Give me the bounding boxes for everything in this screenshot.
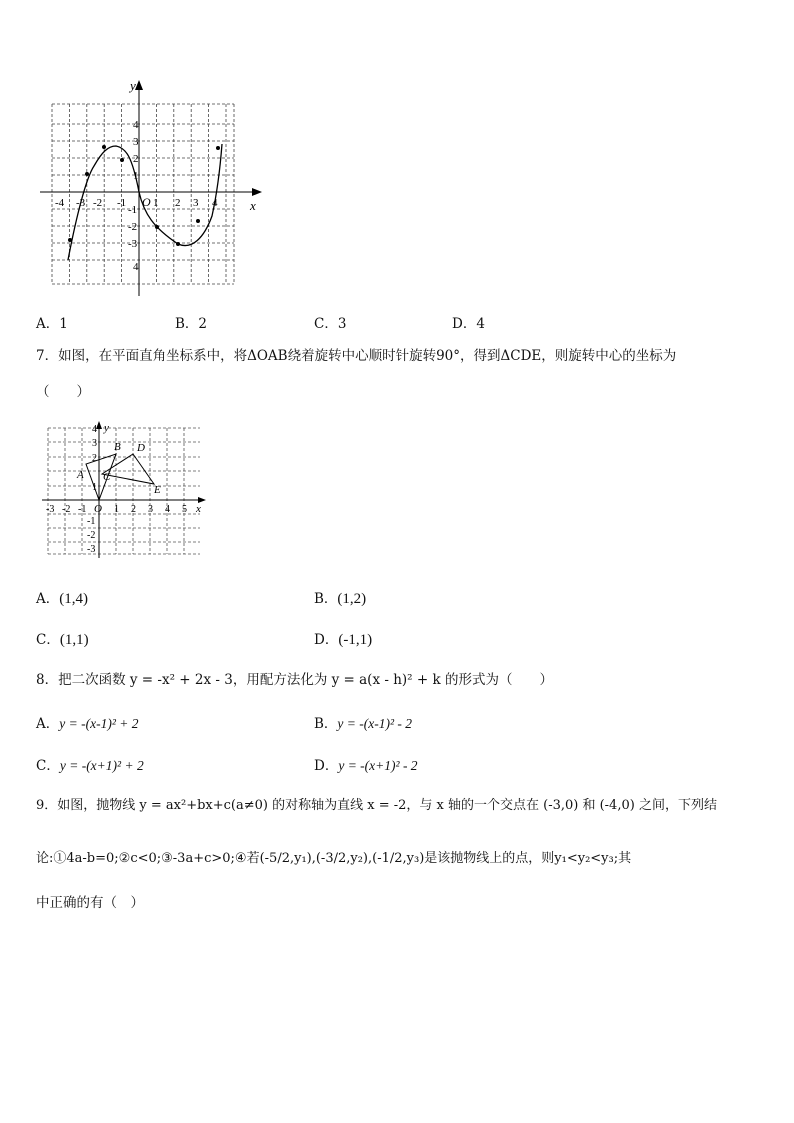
x-axis-arrow [252, 188, 262, 196]
y-tick: -1 [87, 516, 96, 527]
q7-rotation-graph [40, 420, 212, 560]
q8-question-text: 8．把二次函数 y = -x² + 2x - 3，用配方法化为 y = a(x - h)² + k 的形式为（ ） [36, 672, 553, 688]
q8-option-b[interactable] [314, 712, 412, 732]
x-tick: 2 [131, 504, 136, 515]
option-value: (1,2) [337, 591, 367, 607]
option-letter: B． [175, 316, 199, 332]
point-labels [76, 441, 161, 496]
y-axis-label: y [130, 78, 136, 93]
option-letter: B． [314, 591, 338, 607]
y-tick: 1 [133, 170, 139, 182]
q6-function-graph [36, 78, 266, 303]
option-letter: C． [314, 316, 338, 332]
option-value: (1,1) [59, 632, 89, 648]
q7-question-text: 7．如图，在平面直角坐标系中，将ΔOAB绕着旋转中心顺时针旋转90°，得到ΔCDE，则旋转中心的坐标为 [36, 348, 677, 364]
triangle-oab [86, 454, 116, 500]
point-label: C [103, 471, 111, 483]
q7-option-c[interactable] [36, 628, 89, 649]
option-value: 4 [476, 316, 485, 332]
option-value: y = -(x-1)² - 2 [337, 716, 413, 731]
q6-option-c[interactable] [314, 312, 346, 332]
point-label: B [114, 441, 121, 453]
y-tick: 4 [92, 424, 97, 435]
option-value: y = -(x+1)² + 2 [59, 758, 144, 773]
x-tick: -2 [93, 197, 103, 209]
y-tick: -3 [128, 238, 138, 250]
x-tick-labels [46, 504, 187, 515]
q6-option-d[interactable] [452, 312, 485, 332]
q7-option-a[interactable] [36, 587, 88, 608]
origin-label: O [142, 195, 151, 209]
axes [42, 424, 202, 558]
y-tick: -2 [87, 530, 96, 541]
axes [40, 84, 258, 296]
x-tick: 3 [148, 504, 153, 515]
point-label: D [137, 442, 145, 454]
y-tick: 3 [133, 136, 139, 148]
y-tick: 3 [92, 438, 97, 449]
x-tick: -3 [46, 504, 55, 515]
x-tick: 4 [165, 504, 170, 515]
option-letter: D． [314, 758, 339, 774]
y-tick: -2 [128, 221, 138, 233]
option-value: (-1,1) [338, 632, 373, 648]
y-axis-arrow [135, 80, 143, 90]
option-value: (1,4) [59, 591, 88, 607]
option-letter: A． [36, 316, 60, 332]
y-tick-labels [87, 424, 97, 555]
x-tick: 4 [212, 197, 218, 209]
q7-option-d[interactable] [314, 628, 372, 649]
origin-label: O [94, 503, 102, 515]
q7-option-b[interactable] [314, 587, 366, 608]
x-tick: -2 [62, 504, 71, 515]
option-letter: B． [314, 716, 338, 732]
option-letter: A． [36, 716, 60, 732]
x-axis-label: x [250, 198, 256, 213]
y-tick: 4 [133, 261, 139, 273]
grid [52, 104, 234, 284]
x-tick: -4 [55, 197, 65, 209]
option-letter: C． [36, 632, 60, 648]
y-tick: 2 [92, 453, 97, 464]
option-value: y = -(x-1)² + 2 [59, 716, 139, 731]
option-value: 2 [198, 316, 208, 332]
x-tick: 1 [114, 504, 119, 515]
x-tick: -3 [76, 197, 86, 209]
y-tick: 4 [133, 119, 139, 131]
option-value: 3 [337, 316, 347, 332]
x-tick: -1 [78, 504, 87, 515]
q6-option-a[interactable] [36, 312, 68, 332]
y-tick: 1 [92, 482, 97, 493]
q9-question-line3: 中正确的有（ ） [36, 895, 144, 911]
point-label: A [77, 469, 84, 481]
x-tick: 1 [153, 197, 159, 209]
y-axis-label: y [104, 422, 109, 434]
q8-option-c[interactable] [36, 754, 144, 774]
q7-answer-paren: （ ） [36, 384, 90, 400]
y-tick: 2 [133, 153, 139, 165]
option-letter: D． [452, 316, 477, 332]
q6-option-b[interactable] [175, 312, 207, 332]
option-letter: A． [36, 591, 60, 607]
q8-option-d[interactable] [314, 754, 418, 774]
option-letter: C． [36, 758, 60, 774]
x-tick: -1 [117, 197, 127, 209]
y-tick: -3 [87, 544, 96, 555]
y-tick-labels [128, 119, 139, 273]
point-label: E [154, 484, 161, 496]
option-value: y = -(x+1)² - 2 [338, 758, 418, 773]
q9-question-line2: 论:①4a-b=0;②c<0;③-3a+c>0;④若(-5/2,y₁),(-3/2,y₂),(-1/2,y₃)是该抛物线上的点，则y₁<y₂<y₃;其 [36, 851, 632, 866]
option-value: 1 [59, 316, 68, 332]
grid [48, 428, 200, 554]
q8-option-a[interactable] [36, 712, 138, 732]
q9-question-line1: 9．如图，抛物线 y = ax²+bx+c(a≠0) 的对称轴为直线 x = -2，与 x 轴的一个交点在 (-3,0) 和 (-4,0) 之间，下列结 [36, 798, 717, 813]
x-tick: 3 [193, 197, 199, 209]
y-tick: -1 [128, 204, 138, 216]
x-tick: 2 [175, 197, 181, 209]
x-tick: 5 [182, 504, 187, 515]
option-letter: D． [314, 632, 339, 648]
x-axis-label: x [196, 503, 201, 515]
